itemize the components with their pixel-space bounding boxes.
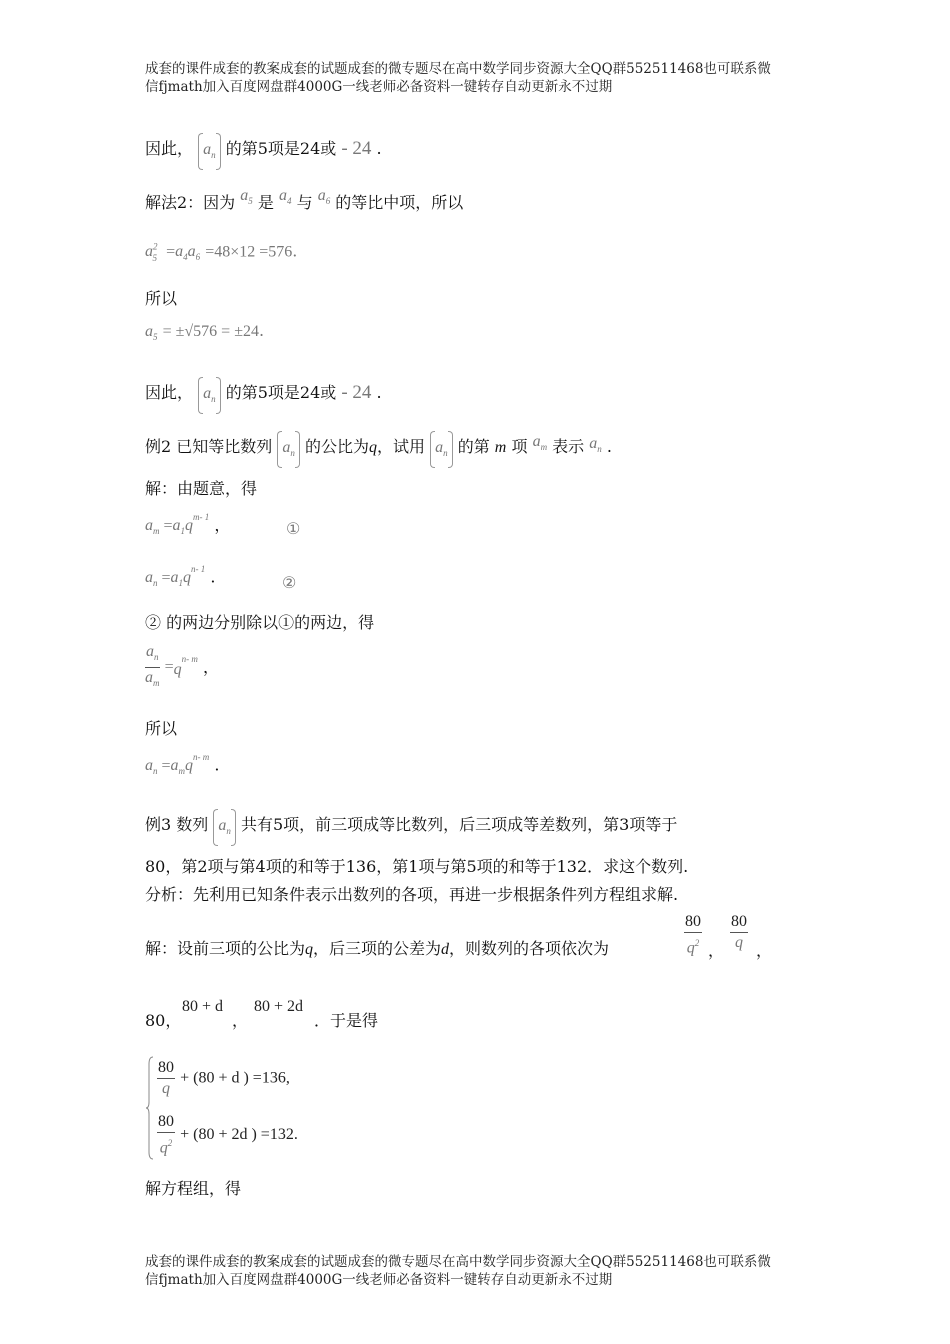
sequence-an: $a_n$ xyxy=(198,383,221,410)
comma-3: ， xyxy=(232,1011,249,1030)
marker-2: ② xyxy=(282,573,297,592)
solution-3-a: 解：设前三项的公比为 xyxy=(145,939,306,958)
solution-3-line: 解：设前三项的公比为q，后三项的公差为d，则数列的各项依次为 xyxy=(145,939,610,958)
term-am: $a_m$ xyxy=(532,433,548,453)
period: . xyxy=(606,437,612,456)
conclusion-1-suffix: 的第5项是24或 xyxy=(225,139,337,158)
example-2: 例2 已知等比数列 $a_n$ 的公比为q，试用 $a_n$ 的第 m 项 $a_m$ 表示 $a_n$ . xyxy=(145,436,612,464)
sequence-an: $a_n$ xyxy=(213,815,236,842)
ratio-formula: $\frac{a_n}{a_m}$ $=q^{n- m}$ ， xyxy=(145,642,219,693)
system-equation-2: $\frac{80}{q^2}$ + (80 + 2d ) =132. xyxy=(158,1113,298,1157)
term-80-plus-2d: 80 + 2d xyxy=(254,998,304,1015)
so-2: 所以 xyxy=(145,719,178,738)
example-3-line-1 xyxy=(145,814,677,842)
conclusion-2-prefix: 因此， xyxy=(145,383,194,402)
conclusion-2-suffix: 的第5项是24或 xyxy=(225,383,337,402)
conclusion-1-prefix: 因此， xyxy=(145,139,194,158)
footer-line-2: 信fjmath加入百度网盘群4000G一线老师必备资料一键转存自动更新永不过期 xyxy=(145,1272,613,1288)
method-2-line xyxy=(145,187,464,220)
example-3-a: 例3 数列 xyxy=(145,815,209,834)
fraction-80-q2: $\frac{80}{q^2}$ xyxy=(685,913,701,957)
comma-1: ， xyxy=(708,941,725,960)
footer-line-1: 成套的课件成套的教案成套的试题成套的微专题尽在高中数学同步资源大全QQ群552511468也可联系微 xyxy=(145,1254,771,1270)
formula-am: $a_m =a_1q^{m- 1}$ ， xyxy=(145,512,231,537)
comma-2: ， xyxy=(756,941,773,960)
system-brace xyxy=(146,1056,154,1160)
term-a4: $a_4$ xyxy=(278,187,292,207)
example-2-a: 例2 已知等比数列 xyxy=(145,437,273,456)
neg-24: - 24 xyxy=(341,382,372,403)
analysis: 分析：先利用已知条件表示出数列的各项，再进一步根据条件列方程组求解. xyxy=(145,885,679,904)
eighty-label: 80， xyxy=(145,1011,182,1030)
example-2-e: 项 xyxy=(511,437,528,456)
neg-24: - 24 xyxy=(341,138,372,159)
method-2-is: 是 xyxy=(257,193,274,212)
equation-2-value: = ±√576 = ±24 xyxy=(162,323,259,340)
example-2-c: ，试用 xyxy=(376,437,425,456)
conclusion-1 xyxy=(145,138,382,166)
term-a5: $a_5$ xyxy=(240,187,253,207)
formula-an: $a_n =a_1q^{n- 1}$ . xyxy=(145,564,216,589)
formula-an-am: $a_n =a_mq^{n- m}$ . xyxy=(145,752,220,777)
header-line-1: 成套的课件成套的教案成套的试题成套的微专题尽在高中数学同步资源大全QQ群552511468也可联系微 xyxy=(145,61,771,77)
period: . xyxy=(376,139,382,158)
example-2-f: 表示 xyxy=(552,437,585,456)
sequence-an: $a_n$ xyxy=(430,437,453,464)
example-3-b: 共有5项，前三项成等比数列，后三项成等差数列，第3项等于 xyxy=(240,815,678,834)
example-2-d: 的第 xyxy=(457,437,490,456)
equation-a5-root: $a_5 = \pm√576 = \pm 24$. xyxy=(145,321,265,343)
divide-text: ② 的两边分别除以①的两边，得 xyxy=(145,613,375,632)
a5: $a_5$ xyxy=(145,323,158,343)
a4-a6: $a_4a_6$ xyxy=(175,243,201,263)
marker-1: ① xyxy=(286,519,301,538)
equation-a5-squared: $a^2_5 =a_4a_6 =48\times 12 =576$. xyxy=(145,241,298,263)
then-get: ．于是得 xyxy=(314,1011,379,1030)
example-2-b: 的公比为 xyxy=(304,437,369,456)
method-2-suffix: 的等比中项，所以 xyxy=(335,193,464,212)
period: . xyxy=(376,383,382,402)
so-1: 所以 xyxy=(145,289,178,308)
equation-1-value: =48×12 =576 xyxy=(205,243,293,261)
sequence-an: $a_n$ xyxy=(198,139,221,166)
method-2-and: 与 xyxy=(296,193,313,212)
solve-system: 解方程组，得 xyxy=(145,1179,242,1198)
solution-intro: 解：由题意，得 xyxy=(145,479,258,498)
system-equation-1: $\frac{80}{q}$ + (80 + d ) =136, xyxy=(158,1059,290,1097)
conclusion-2 xyxy=(145,382,382,410)
sequence-an: $a_n$ xyxy=(277,437,300,464)
a5-squared: $a^2_5$ xyxy=(145,242,158,263)
fraction-80-q: $\frac{80}{q}$ xyxy=(731,913,747,951)
term-a6: $a_6$ xyxy=(317,187,331,207)
ratio-an-am: $\frac{a_n}{a_m}$ xyxy=(145,643,160,689)
term-80-plus-d: 80 + d xyxy=(182,998,224,1015)
term-an: $a_n$ xyxy=(589,435,602,455)
method-2-prefix: 解法2：因为 xyxy=(145,193,236,212)
example-3-line-2: 80，第2项与第4项的和等于136，第1项与第5项的和等于132．求这个数列. xyxy=(145,857,689,876)
solution-3-b: ，后三项的公差为 xyxy=(313,939,442,958)
solution-3-c: ，则数列的各项依次为 xyxy=(449,939,610,958)
header-line-2: 信fjmath加入百度网盘群4000G一线老师必备资料一键转存自动更新永不过期 xyxy=(145,79,613,95)
